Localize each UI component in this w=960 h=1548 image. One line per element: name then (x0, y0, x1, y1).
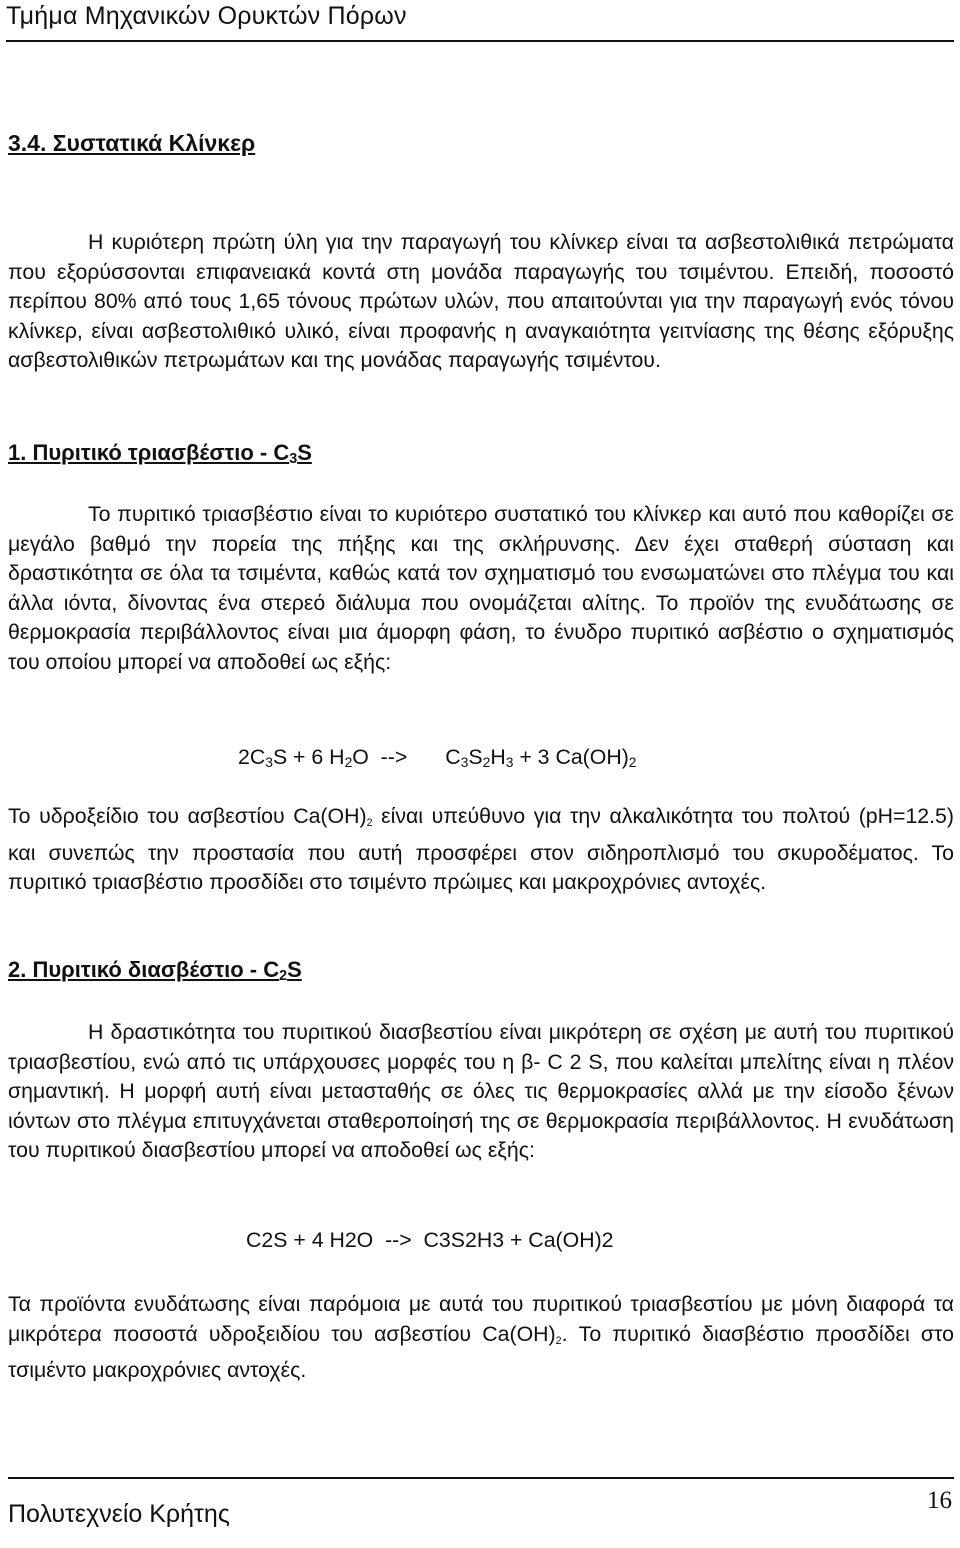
eq-sub: 3 (505, 753, 514, 770)
section-title: 3.4. Συστατικά Κλίνκερ (8, 130, 256, 156)
c3s-after-text-2: είναι υπεύθυνο για την αλκαλικότητα του πολτού (pH=12.5) και συνεπώς την προστασία που αυτή προσφέρει στον σιδηροπλισμό του σκυροδέματος. Το πυριτικό τριασβέστιο προσδίδει στο τσιμέντο πρώιμες και μακροχρόνιες αντοχές. (8, 804, 954, 895)
c2s-after-paragraph (8, 1290, 954, 1386)
c3s-heading-prefix: 1. Πυριτικό τριασβέστιο - C (8, 440, 290, 465)
c3s-heading (8, 440, 312, 466)
eq-sub: 2 (344, 753, 353, 770)
c2s-after-sub: 2 (555, 1334, 562, 1347)
c2s-equation: C2S + 4 H2O --> C3S2H3 + Ca(OH)2 (246, 1228, 614, 1252)
page-header-title: Τμήμα Μηχανικών Ορυκτών Πόρων (6, 2, 407, 30)
c2s-paragraph-text: Η δραστικότητα του πυριτικού διασβεστίου είναι μικρότερη σε σχέση με αυτή του πυριτικού τριασβεστίου, ενώ από τις υπάρχουσες μορφές του η β- C 2 S, που καλείται μπελίτης είναι η πλέον σημαντική. Η μορφή αυτή είναι μετασταθής σε όλες τις θερμοκρασίες αλλά με την είσοδο ξένων ιόντων στο πλέγμα επιτυγχάνεται σταθεροποίησή της σε θερμοκρασία περιβάλλοντος. Η ενυδάτωση του πυριτικού διασβεστίου μπορεί να αποδοθεί ως εξής: (8, 1020, 954, 1162)
eq-part: + 3 Ca(OH) (513, 745, 629, 769)
c3s-paragraph-text: Το πυριτικό τριασβέστιο είναι το κυριότερο συστατικό του κλίνκερ και αυτό που καθορίζει σε μεγάλο βαθμό την πορεία της πήξης και της σκλήρυνσης. Δεν έχει σταθερή σύσταση και δραστικότητα σε όλα τα τσιμέντα, καθώς κατά τον σχηματισμό του ενσωματώνει στο πλέγμα του και άλλα ιόντα, δίνοντας ένα στερεό διάλυμα που ονομάζεται αλίτης. Το προϊόν της ενυδάτωσης σε θερμοκρασία περιβάλλοντος είναι μια άμορφη φάση, το ένυδρο πυριτικό ασβέστιο ο σχηματισμός του οποίου μπορεί να αποδοθεί ως εξής: (8, 502, 954, 674)
c2s-after-text-1: Τα προϊόντα ενυδάτωσης είναι παρόμοια με αυτά του πυριτικού τριασβεστίου με μόνη διαφορά τα μικρότερα ποσοστά υδροξειδίου του ασβεστίου Ca(OH) (8, 1292, 954, 1346)
eq-part: S (468, 745, 483, 769)
eq-part: C (445, 745, 461, 769)
footer-divider (8, 1477, 954, 1479)
footer-institution: Πολυτεχνείο Κρήτης (8, 1500, 230, 1528)
eq-sub: 2 (628, 753, 637, 770)
c3s-heading-sub: 3 (289, 450, 298, 467)
eq-sub: 3 (460, 753, 469, 770)
intro-text: Η κυριότερη πρώτη ύλη για την παραγωγή του κλίνκερ είναι τα ασβεστολιθικά πετρώματα που εξορύσσονται επιφανειακά κοντά στη μονάδα παραγωγής του τσιμέντου. Επειδή, ποσοστό περίπου 80% από τους 1,65 τόνους πρώτων υλών, που απαιτούνται για την παραγωγή ενός τόνου κλίνκερ, είναι ασβεστολιθικό υλικό, είναι προφανής η αναγκαιότητα γειτνίασης της θέσης εξόρυξης ασβεστολιθικών πετρωμάτων και της μονάδας παραγωγής τσιμέντου. (8, 230, 954, 372)
eq-sub: 2 (482, 753, 491, 770)
eq-part: S + 6 H (272, 745, 345, 769)
c2s-heading (8, 957, 302, 983)
intro-paragraph (8, 228, 954, 376)
c3s-heading-suffix: S (297, 440, 312, 465)
c2s-after-text-2: . Το πυριτικό διασβέστιο προσδίδει στο τσιμέντο μακροχρόνιες αντοχές. (8, 1321, 954, 1383)
c2s-heading-sub: 2 (279, 967, 288, 984)
page-number: 16 (927, 1487, 952, 1514)
eq-part: 2C (238, 745, 266, 769)
c2s-heading-suffix: S (287, 957, 302, 982)
eq-part: H (490, 745, 506, 769)
header-divider (6, 40, 954, 42)
c3s-after-sub: 2 (366, 817, 373, 830)
c2s-paragraph (8, 1018, 954, 1166)
c3s-after-paragraph (8, 802, 954, 898)
eq-part: O --> (352, 745, 408, 769)
eq-sub: 3 (265, 753, 273, 770)
c2s-heading-prefix: 2. Πυριτικό διασβέστιο - C (8, 957, 280, 982)
c3s-after-text-1: Το υδροξείδιο του ασβεστίου Ca(OH) (8, 804, 367, 828)
c3s-equation (238, 745, 637, 770)
c3s-paragraph (8, 500, 954, 677)
